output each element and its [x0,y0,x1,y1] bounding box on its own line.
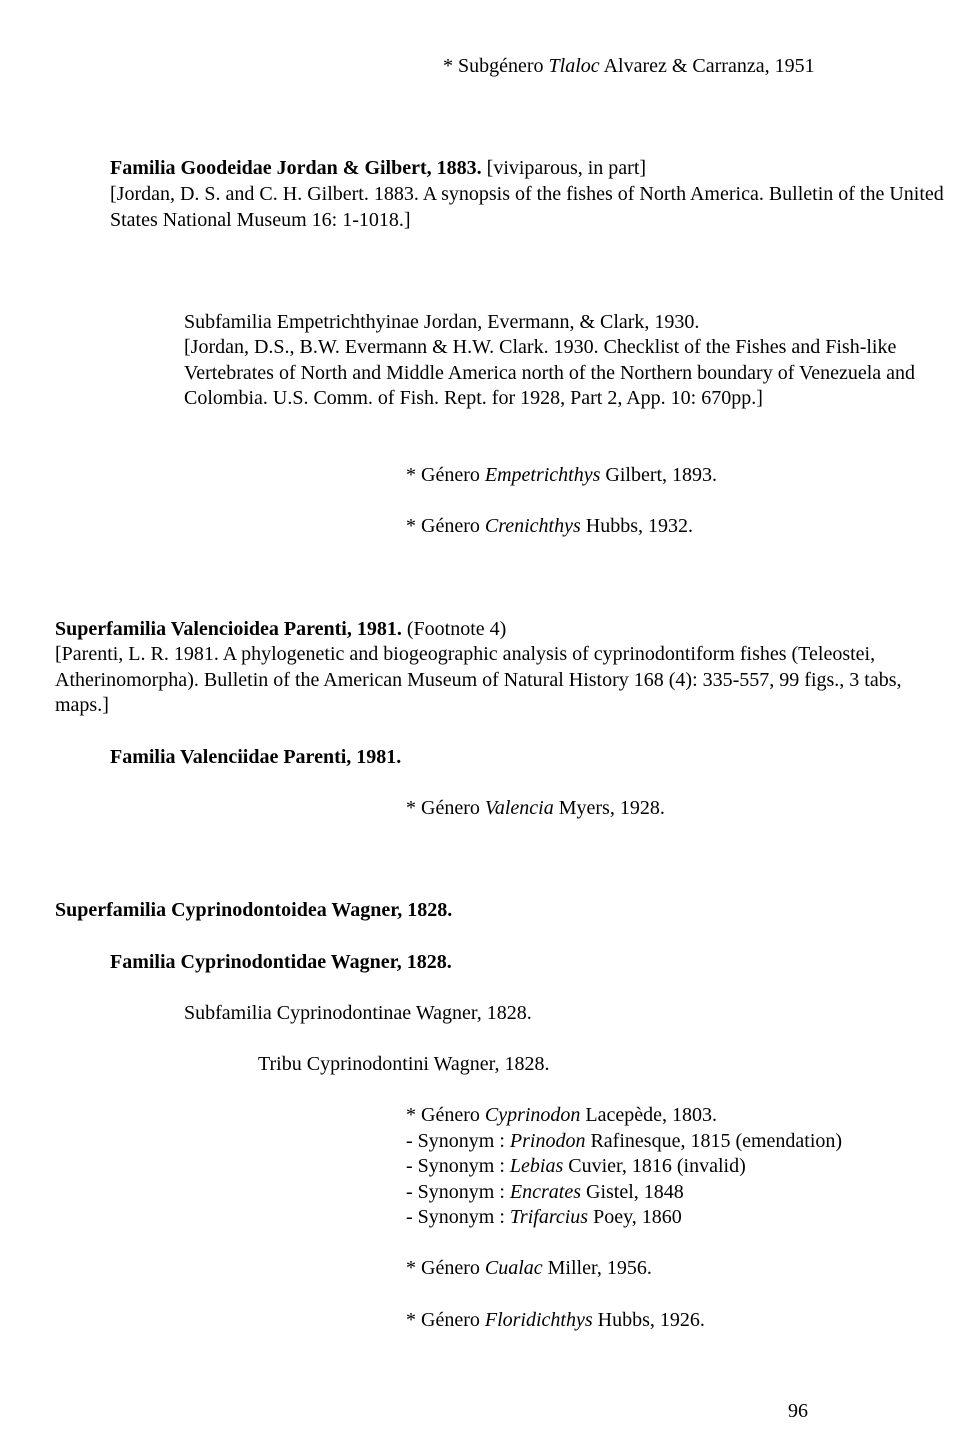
superfamily-valencioidea-heading [55,617,506,643]
synonym-prinodon [406,1129,842,1155]
taxon-name: Prinodon [509,1130,586,1152]
superfamily-title: Superfamilia Valencioidea Parenti, 1981. [55,618,402,640]
genus-floridichthys [406,1308,705,1334]
entry-prefix: * Subgénero [443,55,549,77]
taxon-author: Gilbert, 1893. [600,464,718,486]
entry-prefix: * Género [406,1309,485,1331]
synonym-trifarcius [406,1205,682,1231]
empetrichthyinae-reference: [Jordan, D.S., B.W. Evermann & H.W. Clark. 1930. Checklist of the Fishes and Fish-like Vertebrates of North and Middle America north of the Northern boundary of Venezuela and Colombia. U.S. Comm. of Fish. Rept. for 1928, Part 2, App. 10: 670pp.] [184,336,916,409]
taxon-author: Miller, 1956. [542,1257,652,1279]
taxon-author: Rafinesque, 1815 (emendation) [585,1130,843,1152]
entry-prefix: * Género [406,1104,485,1126]
family-cyprinodontidae-heading: Familia Cyprinodontidae Wagner, 1828. [110,951,452,973]
genus-empetrichthys [406,463,717,489]
genus-valencia [406,796,665,822]
taxon-author: Poey, 1860 [588,1206,682,1228]
page-number: 96 [788,1400,808,1422]
entry-prefix: * Género [406,797,485,819]
family-title: Familia Goodeidae Jordan & Gilbert, 1883. [110,157,482,179]
taxon-author: Hubbs, 1932. [580,515,694,537]
taxon-name: Cualac [484,1257,543,1279]
synonym-lebias [406,1154,746,1180]
family-note: [viviparous, in part] [481,157,647,179]
entry-prefix: - Synonym : [406,1181,510,1203]
taxon-author: Hubbs, 1926. [592,1309,705,1331]
tribe-cyprinodontini-heading: Tribu Cyprinodontini Wagner, 1828. [258,1053,550,1075]
taxon-author: Cuvier, 1816 (invalid) [563,1155,746,1177]
entry-prefix: - Synonym : [406,1155,510,1177]
taxon-name: Cyprinodon [484,1104,581,1126]
subgenus-tlaloc [443,54,815,80]
taxon-name: Lebias [509,1155,564,1177]
genus-cualac [406,1256,652,1282]
synonym-encrates [406,1180,684,1206]
taxon-author: Lacepède, 1803. [580,1104,718,1126]
subfamily-cyprinodontinae-heading: Subfamilia Cyprinodontinae Wagner, 1828. [184,1002,532,1024]
subfamily-empetrichthyinae-heading: Subfamilia Empetrichthyinae Jordan, Evermann, & Clark, 1930. [184,311,700,333]
taxon-author: Myers, 1928. [553,797,665,819]
entry-prefix: - Synonym : [406,1206,510,1228]
entry-prefix: * Género [406,464,485,486]
taxon-author: Gistel, 1848 [581,1181,684,1203]
valencioidea-reference: [Parenti, L. R. 1981. A phylogenetic and biogeographic analysis of cyprinodontiform fishes (Teleostei, Atherinomorpha). Bulletin of the American Museum of Natural History 168 (4): 335-557, 99 figs., 3 tabs, maps.] [55,643,902,716]
goodeidae-reference: [Jordan, D. S. and C. H. Gilbert. 1883. A synopsis of the fishes of North America. Bulletin of the United States National Museum 16: 1-1018.] [110,183,944,231]
taxon-author: Alvarez & Carranza, 1951 [599,55,815,77]
taxon-name: Encrates [509,1181,581,1203]
taxon-name: Tlaloc [548,55,600,77]
family-valenciidae-heading: Familia Valenciidae Parenti, 1981. [110,746,402,768]
family-goodeidae-heading [110,156,646,182]
genus-crenichthys [406,514,693,540]
entry-prefix: * Género [406,1257,485,1279]
entry-prefix: * Género [406,515,485,537]
entry-prefix: - Synonym : [406,1130,510,1152]
taxon-name: Trifarcius [509,1206,589,1228]
taxon-name: Empetrichthys [484,464,601,486]
taxon-name: Crenichthys [484,515,581,537]
genus-cyprinodon [406,1103,717,1129]
footnote-reference: (Footnote 4) [401,618,507,640]
taxon-name: Valencia [484,797,554,819]
superfamily-cyprinodontoidea-heading: Superfamilia Cyprinodontoidea Wagner, 1828. [55,899,453,921]
taxon-name: Floridichthys [484,1309,593,1331]
